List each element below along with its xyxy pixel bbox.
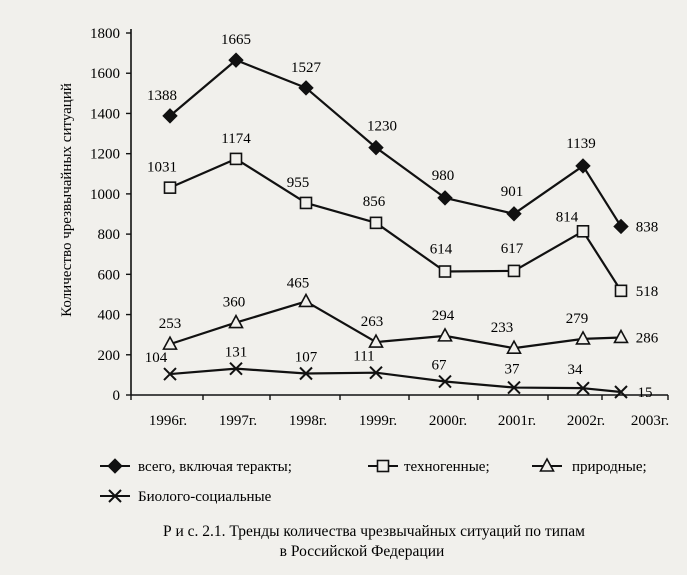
- data-label: 980: [431, 167, 455, 184]
- data-label: 465: [286, 275, 310, 292]
- y-tick-label: 600: [97, 267, 120, 284]
- data-point-square: [378, 461, 389, 472]
- legend-label: техногенные;: [404, 459, 490, 475]
- data-point-square: [301, 197, 312, 208]
- data-label: 263: [360, 314, 384, 331]
- x-tick-label: 1999г.: [358, 413, 398, 429]
- data-label: 1665: [221, 32, 251, 49]
- data-label: 901: [500, 183, 524, 200]
- data-point-square: [509, 265, 520, 276]
- data-label: 518: [635, 283, 659, 300]
- data-point-diamond: [507, 207, 521, 221]
- data-label: 107: [294, 349, 318, 366]
- data-label: 1527: [291, 59, 321, 76]
- data-label: 279: [565, 310, 589, 327]
- legend-label: всего, включая теракты;: [138, 459, 292, 475]
- x-tick-label: 2000г.: [428, 413, 468, 429]
- data-label: 34: [567, 362, 583, 379]
- y-tick-label: 1000: [90, 186, 120, 203]
- data-label: 614: [429, 241, 453, 258]
- data-label: 111: [353, 348, 375, 365]
- y-axis-label: Количество чрезвычайных ситуаций: [59, 83, 75, 317]
- data-label: 856: [362, 193, 386, 210]
- y-tick-label: 1800: [90, 26, 120, 42]
- data-point-triangle: [439, 329, 452, 341]
- data-label: 1031: [147, 159, 177, 176]
- series-line: [170, 159, 621, 291]
- y-tick-label: 1200: [90, 146, 120, 163]
- data-point-diamond: [576, 159, 590, 173]
- data-point-triangle: [615, 330, 628, 342]
- data-label: 253: [158, 316, 182, 333]
- y-axis-ticks: [90, 26, 131, 404]
- data-label: 15: [637, 384, 653, 401]
- data-point-square: [440, 266, 451, 277]
- x-tick-label: 1998г.: [288, 413, 328, 429]
- series-3: [159, 275, 659, 353]
- series-2: [147, 131, 658, 300]
- data-label: 294: [431, 307, 455, 324]
- data-point-diamond: [614, 219, 628, 233]
- y-tick-label: 800: [97, 227, 120, 244]
- data-point-square: [165, 182, 176, 193]
- x-tick-label: 2003г.: [630, 413, 670, 429]
- data-label: 1139: [566, 135, 596, 152]
- data-point-diamond: [108, 459, 122, 473]
- caption-line-2: в Российской Федерации: [279, 543, 445, 560]
- x-tick-label: 1997г.: [218, 413, 258, 429]
- data-label: 67: [431, 357, 447, 374]
- data-label: 1230: [367, 118, 397, 135]
- data-label: 814: [555, 209, 579, 226]
- data-label: 1174: [221, 130, 251, 147]
- legend-item-4: [100, 489, 272, 505]
- data-point-square: [616, 285, 627, 296]
- series-4: [145, 345, 653, 401]
- x-tick-label: 1996г.: [148, 413, 188, 429]
- data-label: 37: [504, 361, 520, 378]
- y-tick-label: 200: [97, 347, 120, 364]
- data-label: 1388: [147, 87, 177, 104]
- data-label: 131: [224, 344, 248, 361]
- y-tick-label: 1400: [90, 106, 120, 123]
- legend-label: природные;: [572, 459, 647, 475]
- data-label: 617: [500, 240, 524, 257]
- data-point-square: [371, 217, 382, 228]
- data-label: 955: [286, 174, 310, 191]
- data-point-square: [578, 226, 589, 237]
- legend-label: Биолого-социальные: [138, 489, 272, 505]
- x-tick-label: 2002г.: [566, 413, 606, 429]
- legend-item-1: [100, 459, 292, 475]
- legend: [100, 459, 647, 505]
- y-tick-label: 1600: [90, 66, 120, 83]
- data-label: 838: [635, 219, 659, 236]
- data-point-square: [231, 153, 242, 164]
- series-group: [145, 32, 659, 401]
- data-point-triangle: [300, 294, 313, 306]
- data-label: 104: [144, 350, 168, 367]
- data-label: 286: [635, 330, 659, 347]
- x-axis-ticks: [131, 395, 669, 429]
- legend-item-2: [368, 459, 490, 475]
- legend-item-3: [532, 459, 647, 475]
- y-tick-label: 0: [112, 388, 120, 404]
- series-line: [170, 369, 621, 392]
- data-label: 360: [222, 294, 246, 311]
- caption-line-1: Р и с. 2.1. Тренды количества чрезвычайных ситуаций по типам: [163, 523, 585, 540]
- y-tick-label: 400: [97, 307, 120, 324]
- x-tick-label: 2001г.: [497, 413, 537, 429]
- data-label: 233: [490, 320, 514, 337]
